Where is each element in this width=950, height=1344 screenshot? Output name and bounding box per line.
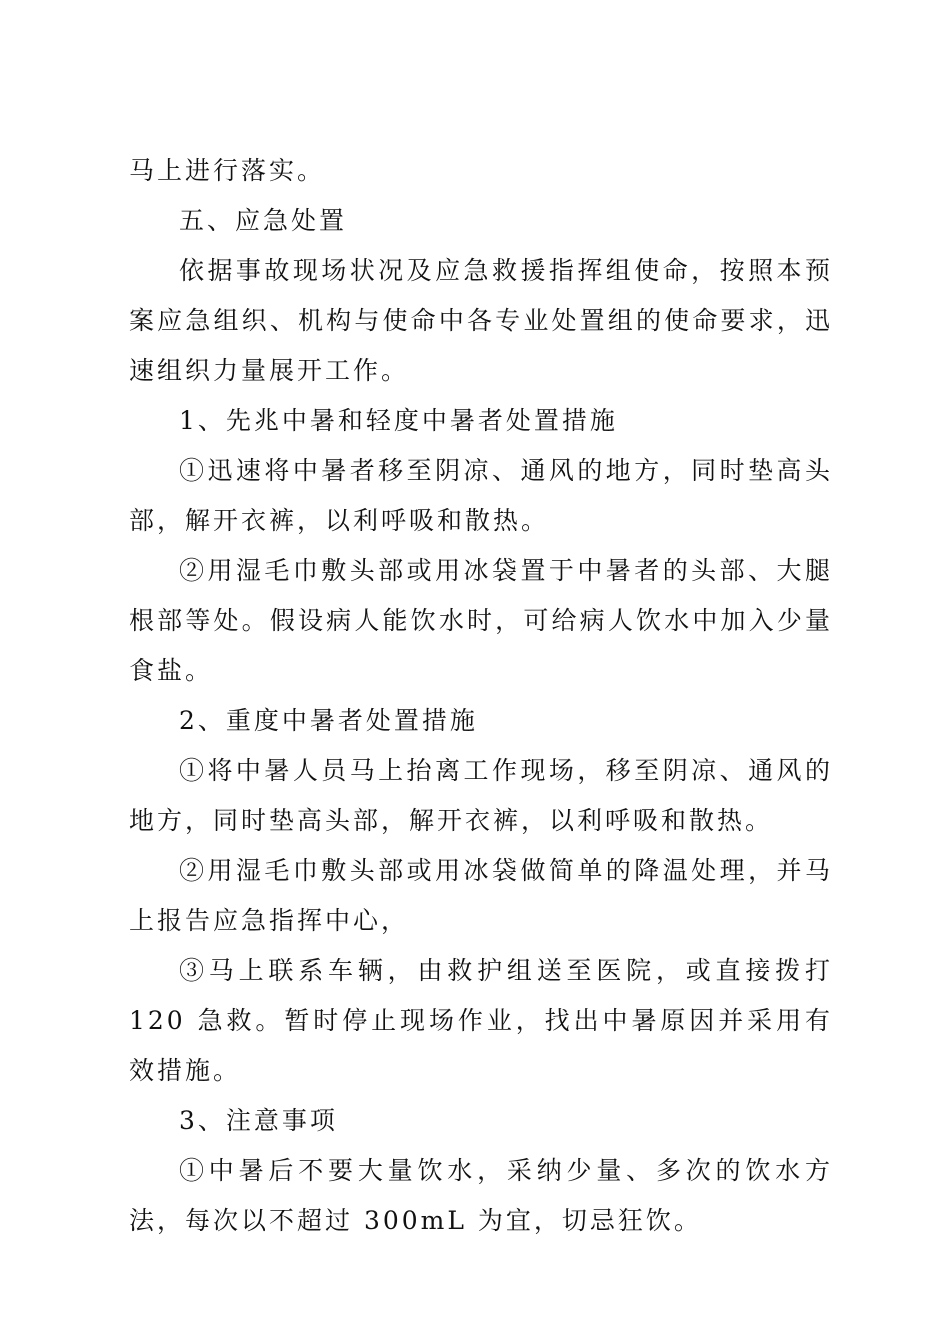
- paragraph-intro: 依据事故现场状况及应急救援指挥组使命，按照本预案应急组织、机构与使命中各专业处置组的使命要求，迅速组织力量展开工作。: [129, 256, 833, 385]
- document-body: [129, 146, 833, 1246]
- subheading-mild-heatstroke: 1、先兆中暑和轻度中暑者处置措施: [179, 406, 618, 435]
- list-item-severe-1: ①将中暑人员马上抬离工作现场，移至阴凉、通风的地方，同时垫高头部，解开衣裤，以利呼吸和散热。: [129, 756, 833, 835]
- subheading-severe-heatstroke: 2、重度中暑者处置措施: [179, 706, 478, 735]
- paragraph-continuation: 马上进行落实。: [129, 156, 326, 185]
- list-item-severe-2: ②用湿毛巾敷头部或用冰袋做简单的降温处理，并马上报告应急指挥中心，: [129, 856, 833, 935]
- subheading-precautions: 3、注意事项: [179, 1106, 338, 1135]
- list-item-severe-3: ③马上联系车辆，由救护组送至医院，或直接拨打 120 急救。暂时停止现场作业，找出中暑原因并采用有效措施。: [129, 956, 833, 1085]
- list-item-precaution-1: ①中暑后不要大量饮水，采纳少量、多次的饮水方法，每次以不超过 300mL 为宜，切忌狂饮。: [129, 1156, 833, 1235]
- list-item-mild-1: ①迅速将中暑者移至阴凉、通风的地方，同时垫高头部，解开衣裤，以利呼吸和散热。: [129, 456, 833, 535]
- section-heading-emergency-response: 五、应急处置: [179, 206, 348, 235]
- list-item-mild-2: ②用湿毛巾敷头部或用冰袋置于中暑者的头部、大腿根部等处。假设病人能饮水时，可给病人饮水中加入少量食盐。: [129, 556, 833, 685]
